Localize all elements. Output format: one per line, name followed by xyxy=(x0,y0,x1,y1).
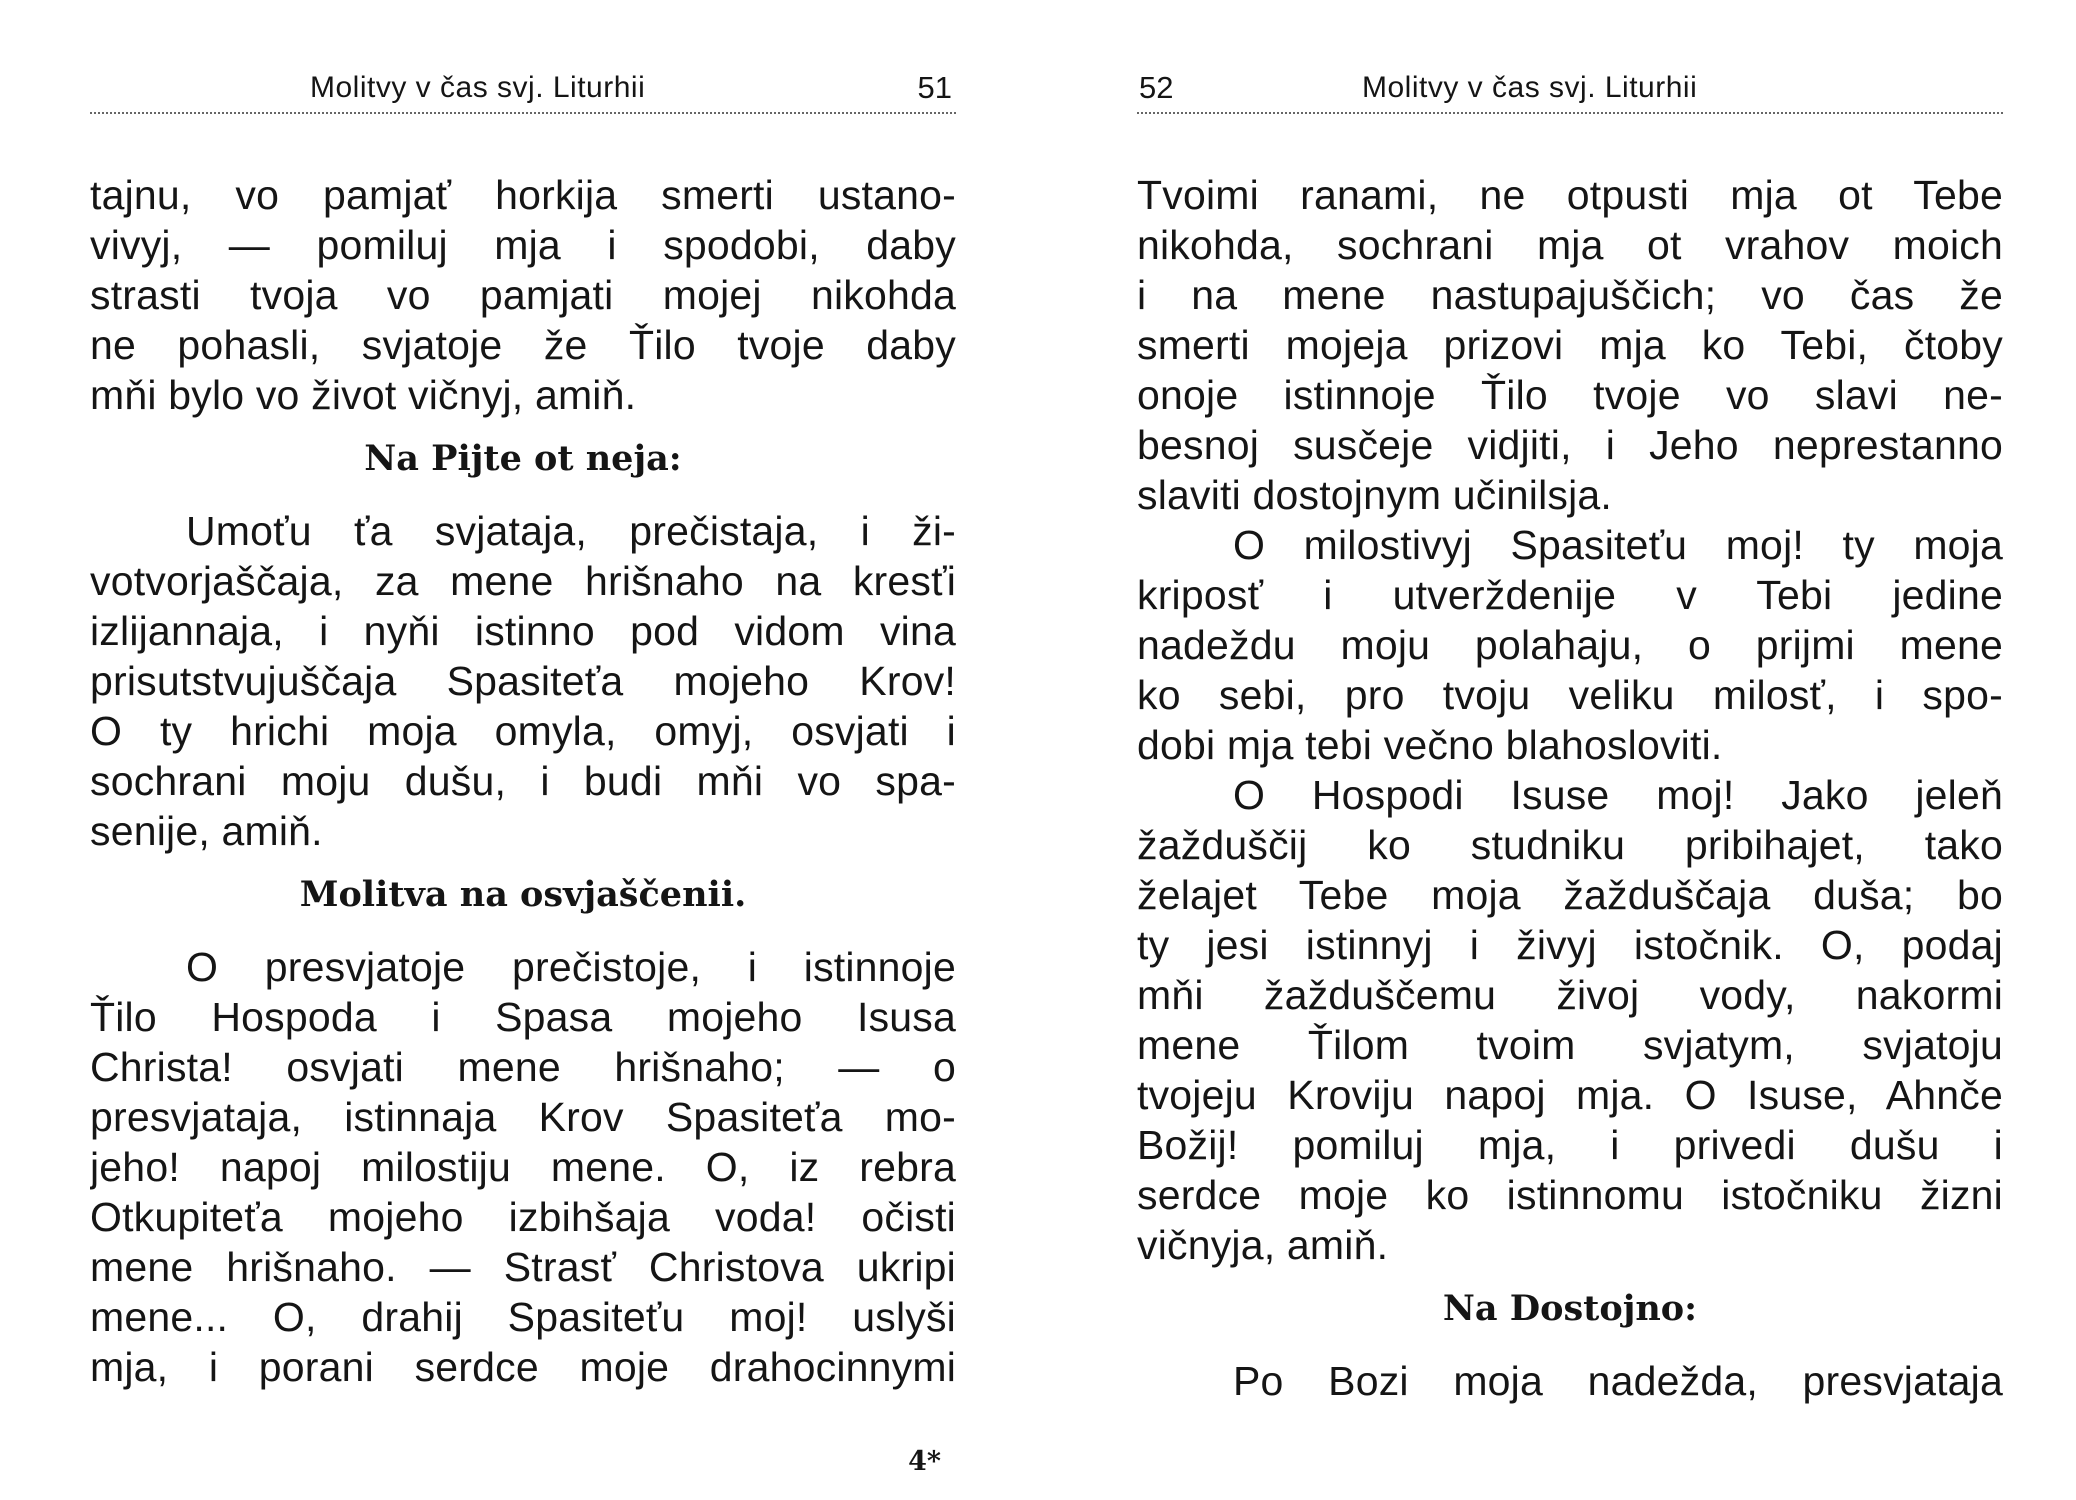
left-page xyxy=(90,0,956,1500)
page-number: 51 xyxy=(917,70,952,105)
text-line: smerti mojeja prizovi mja ko Tebi, čtoby xyxy=(1137,322,2003,368)
text-line: O presvjatoje prečistoje, i istinnoje xyxy=(186,944,956,990)
text-line: ne pohasli, svjatoje že Ťilo tvoje daby xyxy=(90,322,956,368)
text-line: mene hrišnaho. — Strasť Christova ukripi xyxy=(90,1244,956,1290)
text-line: kriposť i utverždenije v Tebi jedine xyxy=(1137,572,2003,618)
section-heading: Na Dostojno: xyxy=(1442,1288,1698,1329)
running-head-title: Molitvy v čas svj. Liturhii xyxy=(310,71,646,104)
text-line: slaviti dostojnym učinilsja. xyxy=(1137,472,1612,518)
running-head-title: Molitvy v čas svj. Liturhii xyxy=(1362,71,1698,104)
text-line: O Hospodi Isuse moj! Jako jeleň xyxy=(1233,772,2003,818)
text-line: O ty hrichi moja omyla, omyj, osvjati i xyxy=(90,708,956,754)
signature-mark: 4* xyxy=(908,1446,941,1477)
text-line: senije, amiň. xyxy=(90,808,323,854)
header-dotted-rule xyxy=(1137,112,2003,114)
text-line: sochrani moju dušu, i budi mňi vo spa- xyxy=(90,758,956,804)
right-page xyxy=(1137,0,2003,1500)
text-line: serdce moje ko istinnomu istočniku žizni xyxy=(1137,1172,2003,1218)
page-text xyxy=(90,170,956,1392)
section-heading: Na Pijte ot neja: xyxy=(364,438,682,479)
text-line: tvojeju Kroviju napoj mja. O Isuse, Ahnče xyxy=(1137,1072,2003,1118)
text-line: Umoťu ťa svjataja, prečistaja, i ži- xyxy=(186,508,956,554)
text-line: ko sebi, pro tvoju veliku milosť, i spo- xyxy=(1137,672,2003,718)
text-line: votvorjaščaja, za mene hrišnaho na kresťi xyxy=(90,558,956,604)
text-line: mene... O, drahij Spasiteťu moj! uslyši xyxy=(90,1294,956,1340)
text-line: tajnu, vo pamjať horkija smerti ustano- xyxy=(90,172,956,218)
text-line: Božij! pomiluj mja, i privedi dušu i xyxy=(1137,1122,2003,1168)
text-line: nadeždu moju polahaju, o prijmi mene xyxy=(1137,622,2003,668)
text-line: jeho! napoj milostiju mene. O, iz rebra xyxy=(90,1144,956,1190)
text-line: vivyj, — pomiluj mja i spodobi, daby xyxy=(90,222,956,268)
text-line: ty jesi istinnyj i živyj istočnik. O, podaj xyxy=(1137,922,2003,968)
running-head xyxy=(90,68,956,112)
text-line: mňi žažduščemu živoj vody, nakormi xyxy=(1137,972,2003,1018)
text-line: mňi bylo vo život vičnyj, amiň. xyxy=(90,372,637,418)
text-line: besnoj susčeje vidjiti, i Jeho neprestanno xyxy=(1137,422,2003,468)
text-line: onoje istinnoje Ťilo tvoje vo slavi ne- xyxy=(1137,372,2003,418)
text-line: prisutstvujuščaja Spasiteťa mojeho Krov! xyxy=(90,658,956,704)
text-line: Christa! osvjati mene hrišnaho; — o xyxy=(90,1044,956,1090)
text-line: mene Ťilom tvoim svjatym, svjatoju xyxy=(1137,1022,2003,1068)
text-line: Otkupiteťa mojeho izbihšaja voda! očisti xyxy=(90,1194,956,1240)
text-line: Tvoimi ranami, ne otpusti mja ot Tebe xyxy=(1137,172,2003,218)
page-number: 52 xyxy=(1139,70,1174,105)
section-heading: Molitva na osvjaščenii. xyxy=(299,874,747,915)
text-line: nikohda, sochrani mja ot vrahov moich xyxy=(1137,222,2003,268)
text-line: presvjataja, istinnaja Krov Spasiteťa mo- xyxy=(90,1094,956,1140)
text-line: mja, i porani serdce moje drahocinnymi xyxy=(90,1344,956,1390)
text-line: O milostivyj Spasiteťu moj! ty moja xyxy=(1233,522,2003,568)
header-dotted-rule xyxy=(90,112,956,114)
text-line: žažduščij ko studniku pribihajet, tako xyxy=(1137,822,2003,868)
text-line: izlijannaja, i nyňi istinno pod vidom vina xyxy=(90,608,956,654)
text-line: i na mene nastupajuščich; vo čas že xyxy=(1137,272,2003,318)
page-text xyxy=(1137,170,2003,1406)
text-line: strasti tvoja vo pamjati mojej nikohda xyxy=(90,272,956,318)
text-line: Ťilo Hospoda i Spasa mojeho Isusa xyxy=(90,994,956,1040)
text-line: dobi mja tebi večno blahosloviti. xyxy=(1137,722,1723,768)
text-line: želajet Tebe moja žažduščaja duša; bo xyxy=(1137,872,2003,918)
text-line: Po Bozi moja nadežda, presvjataja xyxy=(1233,1358,2003,1404)
running-head xyxy=(1137,68,2003,112)
text-line: vičnyja, amiň. xyxy=(1137,1222,1389,1268)
